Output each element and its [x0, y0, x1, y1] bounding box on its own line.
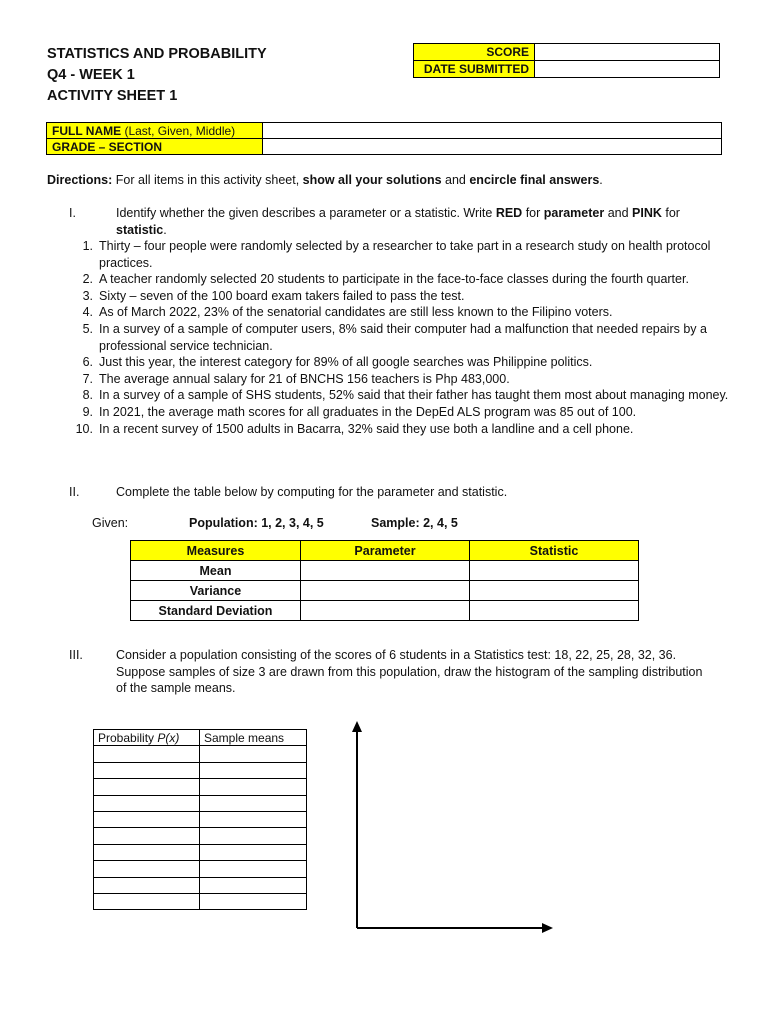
given-label: Given: — [92, 516, 129, 530]
sample-mean-cell[interactable] — [200, 795, 307, 811]
probability-cell[interactable] — [94, 779, 200, 795]
list-item: 4. As of March 2022, 23% of the senatorial candidates are still less known to the Filipino voters. — [82, 305, 613, 320]
sample-mean-cell[interactable] — [200, 779, 307, 795]
worksheet-title — [47, 44, 267, 107]
table-row — [94, 746, 307, 762]
part3-numeral: III. — [69, 648, 83, 662]
part3-instruction: Consider a population consisting of the scores of 6 students in a Statistics test: 18, 22, 25, 28, 32, 36. Suppose samples of size 3 are drawn from this population, draw the histogram of the sampling distribution of the sample means. — [116, 648, 703, 696]
mean-label: Mean — [131, 561, 301, 581]
part2-numeral: II. — [69, 485, 80, 499]
table-row — [94, 877, 307, 893]
table-row — [94, 811, 307, 827]
table-row — [131, 581, 639, 601]
histogram-axes[interactable] — [345, 718, 560, 936]
measures-table — [130, 540, 639, 621]
grade-section-field[interactable] — [263, 139, 722, 155]
probability-cell[interactable] — [94, 844, 200, 860]
part1-items — [69, 238, 729, 437]
y-axis-arrow-icon — [352, 721, 362, 732]
score-field[interactable] — [535, 44, 720, 61]
list-item: 2. A teacher randomly selected 20 students to participate in the face-to-face classes during the fourth quarter. — [82, 272, 689, 287]
x-axis-arrow-icon — [542, 923, 553, 933]
sample-mean-cell[interactable] — [200, 893, 307, 909]
probability-cell[interactable] — [94, 746, 200, 762]
parameter-header: Parameter — [301, 541, 470, 561]
probability-cell[interactable] — [94, 877, 200, 893]
variance-statistic-cell[interactable] — [470, 581, 639, 601]
probability-cell[interactable] — [94, 762, 200, 778]
full-name-field[interactable] — [263, 123, 722, 139]
probability-table — [93, 729, 307, 910]
table-row — [94, 762, 307, 778]
score-table — [413, 43, 720, 78]
sample-mean-cell[interactable] — [200, 877, 307, 893]
full-name-label: FULL NAME (Last, Given, Middle) — [47, 123, 263, 139]
date-submitted-label: DATE SUBMITTED — [414, 61, 535, 78]
variance-label: Variance — [131, 581, 301, 601]
part1-instruction: Identify whether the given describes a parameter or a statistic. Write RED for parameter and PINK for statistic. — [116, 206, 680, 237]
list-item: 6. Just this year, the interest category for 89% of all google searches was Philippine politics. — [82, 355, 593, 370]
measures-header: Measures — [131, 541, 301, 561]
title-activity: ACTIVITY SHEET 1 — [47, 88, 178, 104]
probability-cell[interactable] — [94, 828, 200, 844]
sample-mean-cell[interactable] — [200, 762, 307, 778]
table-row — [94, 779, 307, 795]
sample-mean-cell[interactable] — [200, 844, 307, 860]
sample-mean-cell[interactable] — [200, 811, 307, 827]
std-dev-label: Standard Deviation — [131, 601, 301, 621]
std-dev-statistic-cell[interactable] — [470, 601, 639, 621]
title-subject: STATISTICS AND PROBABILITY — [47, 46, 267, 62]
sample-means-header: Sample means — [200, 730, 307, 746]
table-row — [131, 601, 639, 621]
std-dev-parameter-cell[interactable] — [301, 601, 470, 621]
mean-parameter-cell[interactable] — [301, 561, 470, 581]
list-item: 7. The average annual salary for 21 of BNCHS 156 teachers is Php 483,000. — [82, 371, 510, 386]
probability-cell[interactable] — [94, 861, 200, 877]
table-row — [94, 861, 307, 877]
statistic-header: Statistic — [470, 541, 639, 561]
probability-cell[interactable] — [94, 795, 200, 811]
table-row — [94, 795, 307, 811]
list-item: 10. In a recent survey of 1500 adults in Bacarra, 32% said they use both a landline and a cell phone. — [75, 421, 634, 436]
sample-mean-cell[interactable] — [200, 861, 307, 877]
table-row — [94, 828, 307, 844]
table-row — [94, 893, 307, 909]
table-row — [131, 561, 639, 581]
probability-header: Probability P(x) — [94, 730, 200, 746]
directions: Directions: For all items in this activity sheet, show all your solutions and encircle final answers. — [47, 173, 603, 187]
student-info-table — [46, 122, 722, 155]
list-item: 8. In a survey of a sample of SHS students, 52% said that their father has taught them most about managing money. — [82, 388, 729, 403]
sample-mean-cell[interactable] — [200, 746, 307, 762]
probability-cell[interactable] — [94, 893, 200, 909]
population-values: Population: 1, 2, 3, 4, 5 — [189, 516, 324, 530]
part1-numeral: I. — [69, 206, 76, 220]
list-item: 3. Sixty – seven of the 100 board exam takers failed to pass the test. — [82, 288, 465, 303]
part2-instruction: Complete the table below by computing for the parameter and statistic. — [116, 485, 508, 499]
variance-parameter-cell[interactable] — [301, 581, 470, 601]
list-item: 9. In 2021, the average math scores for all graduates in the DepEd ALS program was 85 out of 100. — [82, 404, 637, 419]
score-label: SCORE — [414, 44, 535, 61]
sample-values: Sample: 2, 4, 5 — [371, 516, 458, 530]
mean-statistic-cell[interactable] — [470, 561, 639, 581]
probability-cell[interactable] — [94, 811, 200, 827]
sample-mean-cell[interactable] — [200, 828, 307, 844]
list-item: 1. Thirty – four people were randomly selected by a researcher to take part in a research study on health protocol practices. — [82, 239, 711, 270]
grade-section-label: GRADE – SECTION — [47, 139, 263, 155]
title-week: Q4 - WEEK 1 — [47, 67, 135, 83]
list-item: 5. In a survey of a sample of computer users, 8% said their computer had a malfunction that needed repairs by a professional service technician. — [82, 321, 707, 353]
table-row — [94, 844, 307, 860]
date-submitted-field[interactable] — [535, 61, 720, 78]
